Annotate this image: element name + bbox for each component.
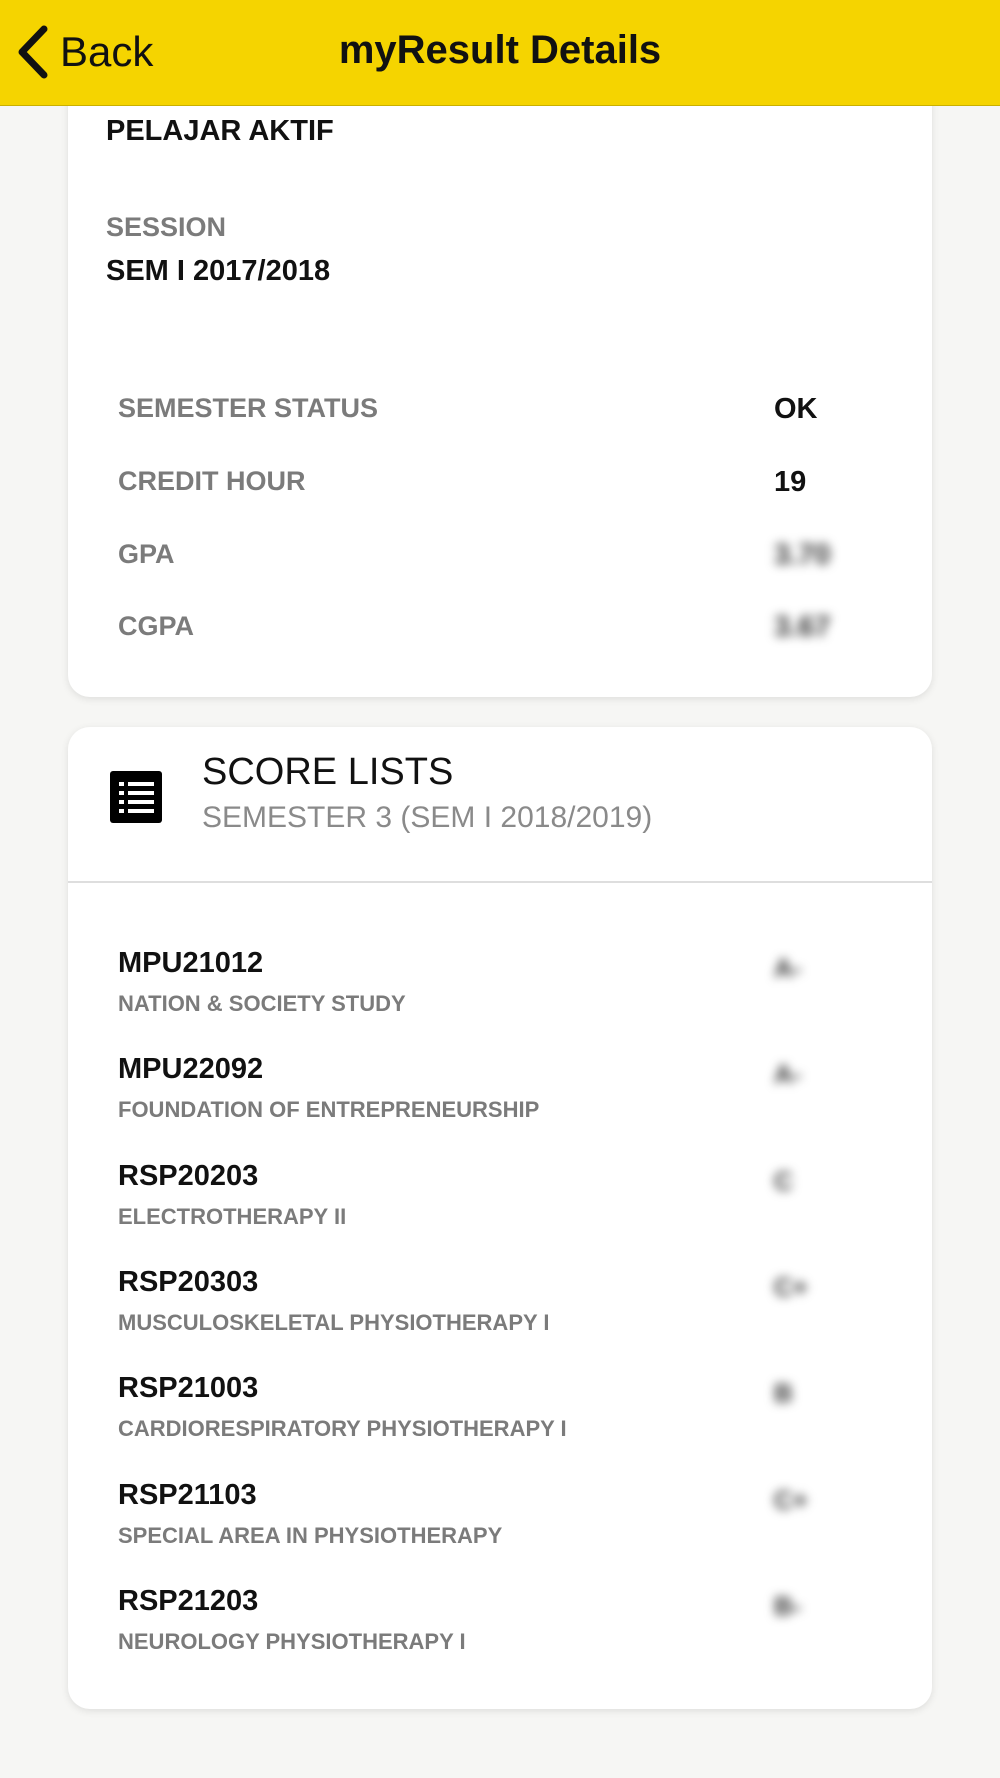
course-item[interactable]	[118, 1053, 882, 1133]
course-name: ELECTROTHERAPY II	[118, 1204, 347, 1229]
header-bar	[0, 0, 1000, 106]
stat-value-blurred: 3.70	[774, 539, 831, 571]
score-list-subtitle: SEMESTER 3 (SEM I 2018/2019)	[202, 801, 653, 834]
page-title: myResult Details	[338, 28, 662, 72]
course-item[interactable]	[118, 1479, 882, 1559]
course-code: RSP20303	[118, 1266, 259, 1298]
score-list-card	[68, 727, 932, 1709]
course-grade-blurred: B-	[774, 1591, 802, 1621]
course-grade-blurred: A-	[774, 953, 802, 983]
course-name: MUSCULOSKELETAL PHYSIOTHERAPY I	[118, 1310, 550, 1335]
score-list-title: SCORE LISTS	[202, 751, 454, 793]
course-item[interactable]	[118, 1372, 882, 1452]
list-icon	[110, 771, 162, 823]
course-name: CARDIORESPIRATORY PHYSIOTHERAPY I	[118, 1416, 567, 1441]
course-name: SPECIAL AREA IN PHYSIOTHERAPY	[118, 1523, 503, 1548]
stat-name: GPA	[118, 539, 175, 569]
course-item[interactable]	[118, 1266, 882, 1346]
course-grade-blurred: C+	[774, 1485, 808, 1515]
stat-row-credit-hour	[118, 466, 882, 506]
course-item[interactable]	[118, 947, 882, 1027]
course-name: NEUROLOGY PHYSIOTHERAPY I	[118, 1629, 466, 1654]
stat-row-semester-status	[118, 393, 882, 433]
stat-name: CGPA	[118, 611, 195, 641]
session-label: SESSION	[106, 212, 227, 242]
stat-name: CREDIT HOUR	[118, 466, 306, 496]
course-code: RSP21003	[118, 1372, 259, 1404]
stat-name: SEMESTER STATUS	[118, 393, 379, 423]
student-status: PELAJAR AKTIF	[106, 115, 334, 147]
stat-value-blurred: 3.67	[774, 611, 831, 643]
course-grade-blurred: A-	[774, 1059, 802, 1089]
course-name: FOUNDATION OF ENTREPRENEURSHIP	[118, 1097, 540, 1122]
course-item[interactable]	[118, 1160, 882, 1240]
stat-row-cgpa	[118, 611, 882, 651]
course-grade-blurred: C+	[774, 1272, 808, 1302]
result-summary-card	[68, 70, 932, 697]
stat-value: OK	[774, 393, 818, 425]
course-name: NATION & SOCIETY STUDY	[118, 991, 406, 1016]
course-grade-blurred: C	[774, 1166, 793, 1196]
divider	[68, 881, 932, 883]
stat-value: 19	[774, 466, 807, 498]
back-label: Back	[60, 28, 154, 75]
course-code: MPU22092	[118, 1053, 264, 1085]
stat-row-gpa	[118, 539, 882, 579]
course-code: MPU21012	[118, 947, 264, 979]
course-item[interactable]	[118, 1585, 882, 1665]
course-code: RSP21103	[118, 1479, 257, 1511]
course-code: RSP20203	[118, 1160, 259, 1192]
session-value: SEM I 2017/2018	[106, 255, 331, 287]
course-grade-blurred: B	[774, 1378, 793, 1408]
course-code: RSP21203	[118, 1585, 259, 1617]
